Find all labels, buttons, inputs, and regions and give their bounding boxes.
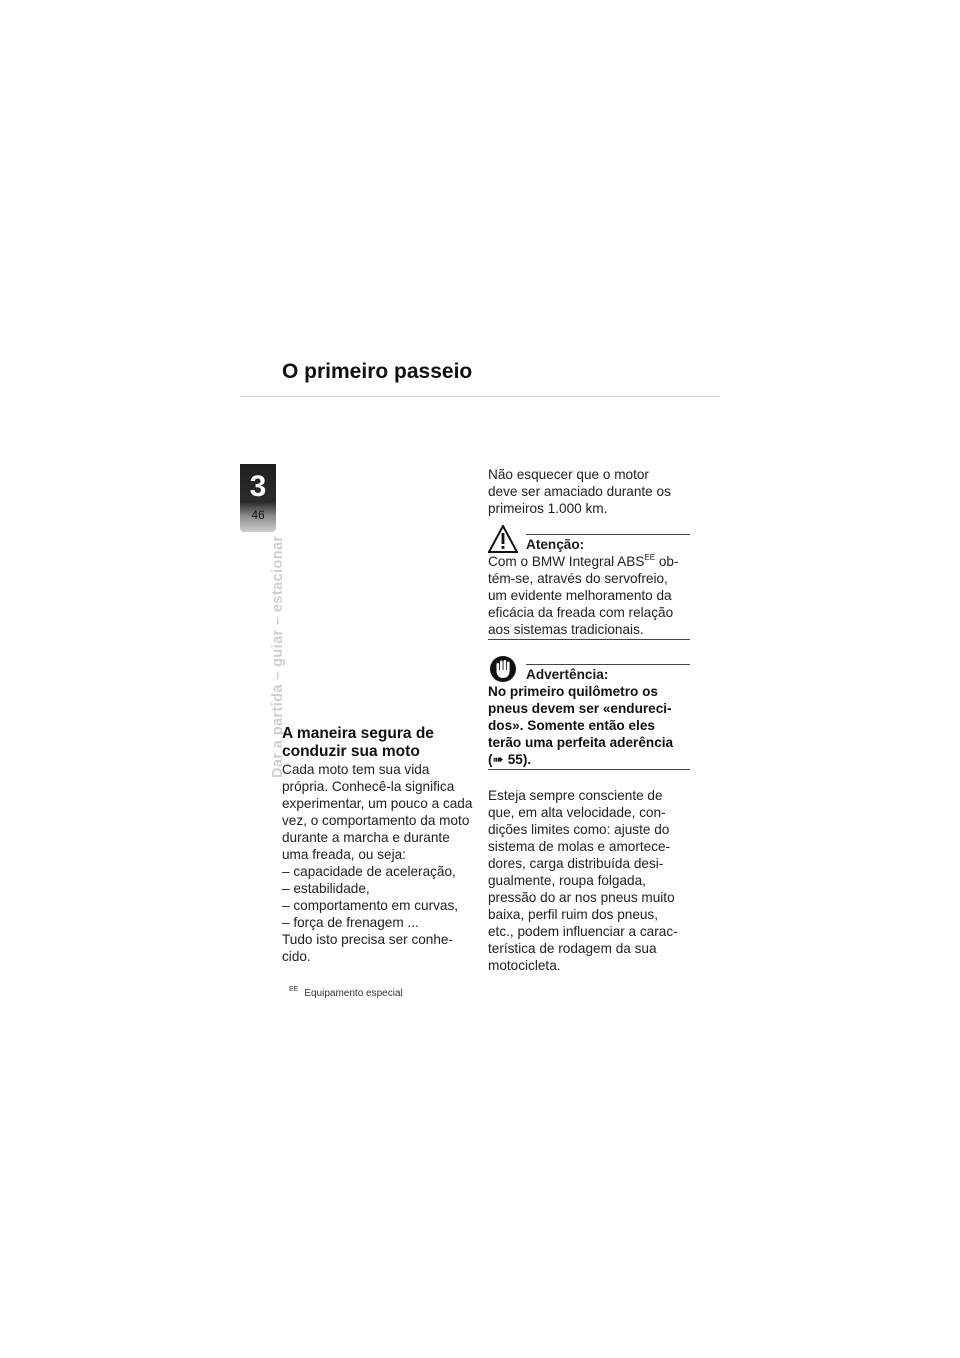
right-column xyxy=(488,466,690,974)
warning-title: Advertência: xyxy=(526,667,609,682)
chapter-tab xyxy=(240,464,276,532)
list-item: – força de frenagem ... xyxy=(282,915,419,930)
body-line: Tudo isto precisa ser conhe- xyxy=(282,932,454,947)
body-line: cido. xyxy=(282,949,311,964)
body-line: um evidente melhoramento da xyxy=(488,588,672,603)
abs-text-cont: ob- xyxy=(655,554,679,569)
body-line: primeiros 1.000 km. xyxy=(488,501,608,516)
body-line: deve ser amaciado durante os xyxy=(488,484,671,499)
title-divider xyxy=(240,396,720,397)
stop-hand-icon xyxy=(488,655,518,683)
chapter-number: 3 xyxy=(249,470,267,503)
notice-bottom-rule xyxy=(488,639,690,640)
body-line: gualmente, roupa folgada, xyxy=(488,873,646,888)
section-heading-line: A maneira segura de xyxy=(282,725,434,742)
page-title: O primeiro passeio xyxy=(282,360,473,383)
body-line: que, em alta velocidade, con- xyxy=(488,805,666,820)
page-reference: (➠ 55). xyxy=(488,752,532,767)
body-line: pneus devem ser «endureci- xyxy=(488,701,672,716)
body-line: Não esquecer que o motor xyxy=(488,467,649,482)
body-line: Esteja sempre consciente de xyxy=(488,788,663,803)
footnote-text: Equipamento especial xyxy=(304,988,403,999)
warning-notice xyxy=(488,664,690,770)
attention-title: Atenção: xyxy=(526,537,585,552)
body-line: motocicleta. xyxy=(488,958,561,973)
list-item: – capacidade de aceleração, xyxy=(282,864,456,879)
body-line: etc., podem influenciar a carac- xyxy=(488,924,678,939)
warning-body xyxy=(488,683,690,768)
attention-body xyxy=(488,553,690,638)
body-line: dições limites como: ajuste do xyxy=(488,822,670,837)
abs-text: Com o BMW Integral ABS xyxy=(488,554,645,569)
body-line: terística de rodagem da sua xyxy=(488,941,657,956)
body-line: tém-se, através do servofreio, xyxy=(488,571,668,586)
attention-notice xyxy=(488,534,690,640)
body-line: No primeiro quilômetro os xyxy=(488,684,658,699)
list-item: – estabilidade, xyxy=(282,881,370,896)
notice-bottom-rule xyxy=(488,769,690,770)
chapter-side-label: Dar a partida – guiar – estacionar xyxy=(270,535,286,778)
body-line: sistema de molas e amortece- xyxy=(488,839,671,854)
body-line xyxy=(488,553,690,570)
body-line: vez, o comportamento da moto xyxy=(282,813,470,828)
ee-marker: EE xyxy=(644,553,656,562)
body-line: baixa, perfil ruim dos pneus, xyxy=(488,907,659,922)
body-line: dos». Somente então eles xyxy=(488,718,655,733)
body-line: dores, carga distribuída desi- xyxy=(488,856,664,871)
left-column xyxy=(282,725,482,965)
footnote xyxy=(289,988,403,999)
body-line: Cada moto tem sua vida xyxy=(282,762,430,777)
footnote-marker: EE xyxy=(289,986,299,993)
body-line: experimentar, um pouco a cada xyxy=(282,796,473,811)
intro-paragraph xyxy=(488,466,690,517)
body-line: uma freada, ou seja: xyxy=(282,847,406,862)
body-line: aos sistemas tradicionais. xyxy=(488,622,644,637)
outro-paragraph xyxy=(488,787,690,974)
section-body xyxy=(282,761,482,965)
section-heading xyxy=(282,725,482,761)
body-line: eficácia da freada com relação xyxy=(488,605,674,620)
list-item: – comportamento em curvas, xyxy=(282,898,459,913)
body-line: própria. Conhecê-la significa xyxy=(282,779,455,794)
page-number: 46 xyxy=(251,508,265,522)
section-heading-line: conduzir sua moto xyxy=(282,743,420,760)
body-line: terão uma perfeita aderência xyxy=(488,735,674,750)
body-line: pressão do ar nos pneus muito xyxy=(488,890,675,905)
body-line: durante a marcha e durante xyxy=(282,830,450,845)
warning-triangle-icon xyxy=(488,525,518,553)
